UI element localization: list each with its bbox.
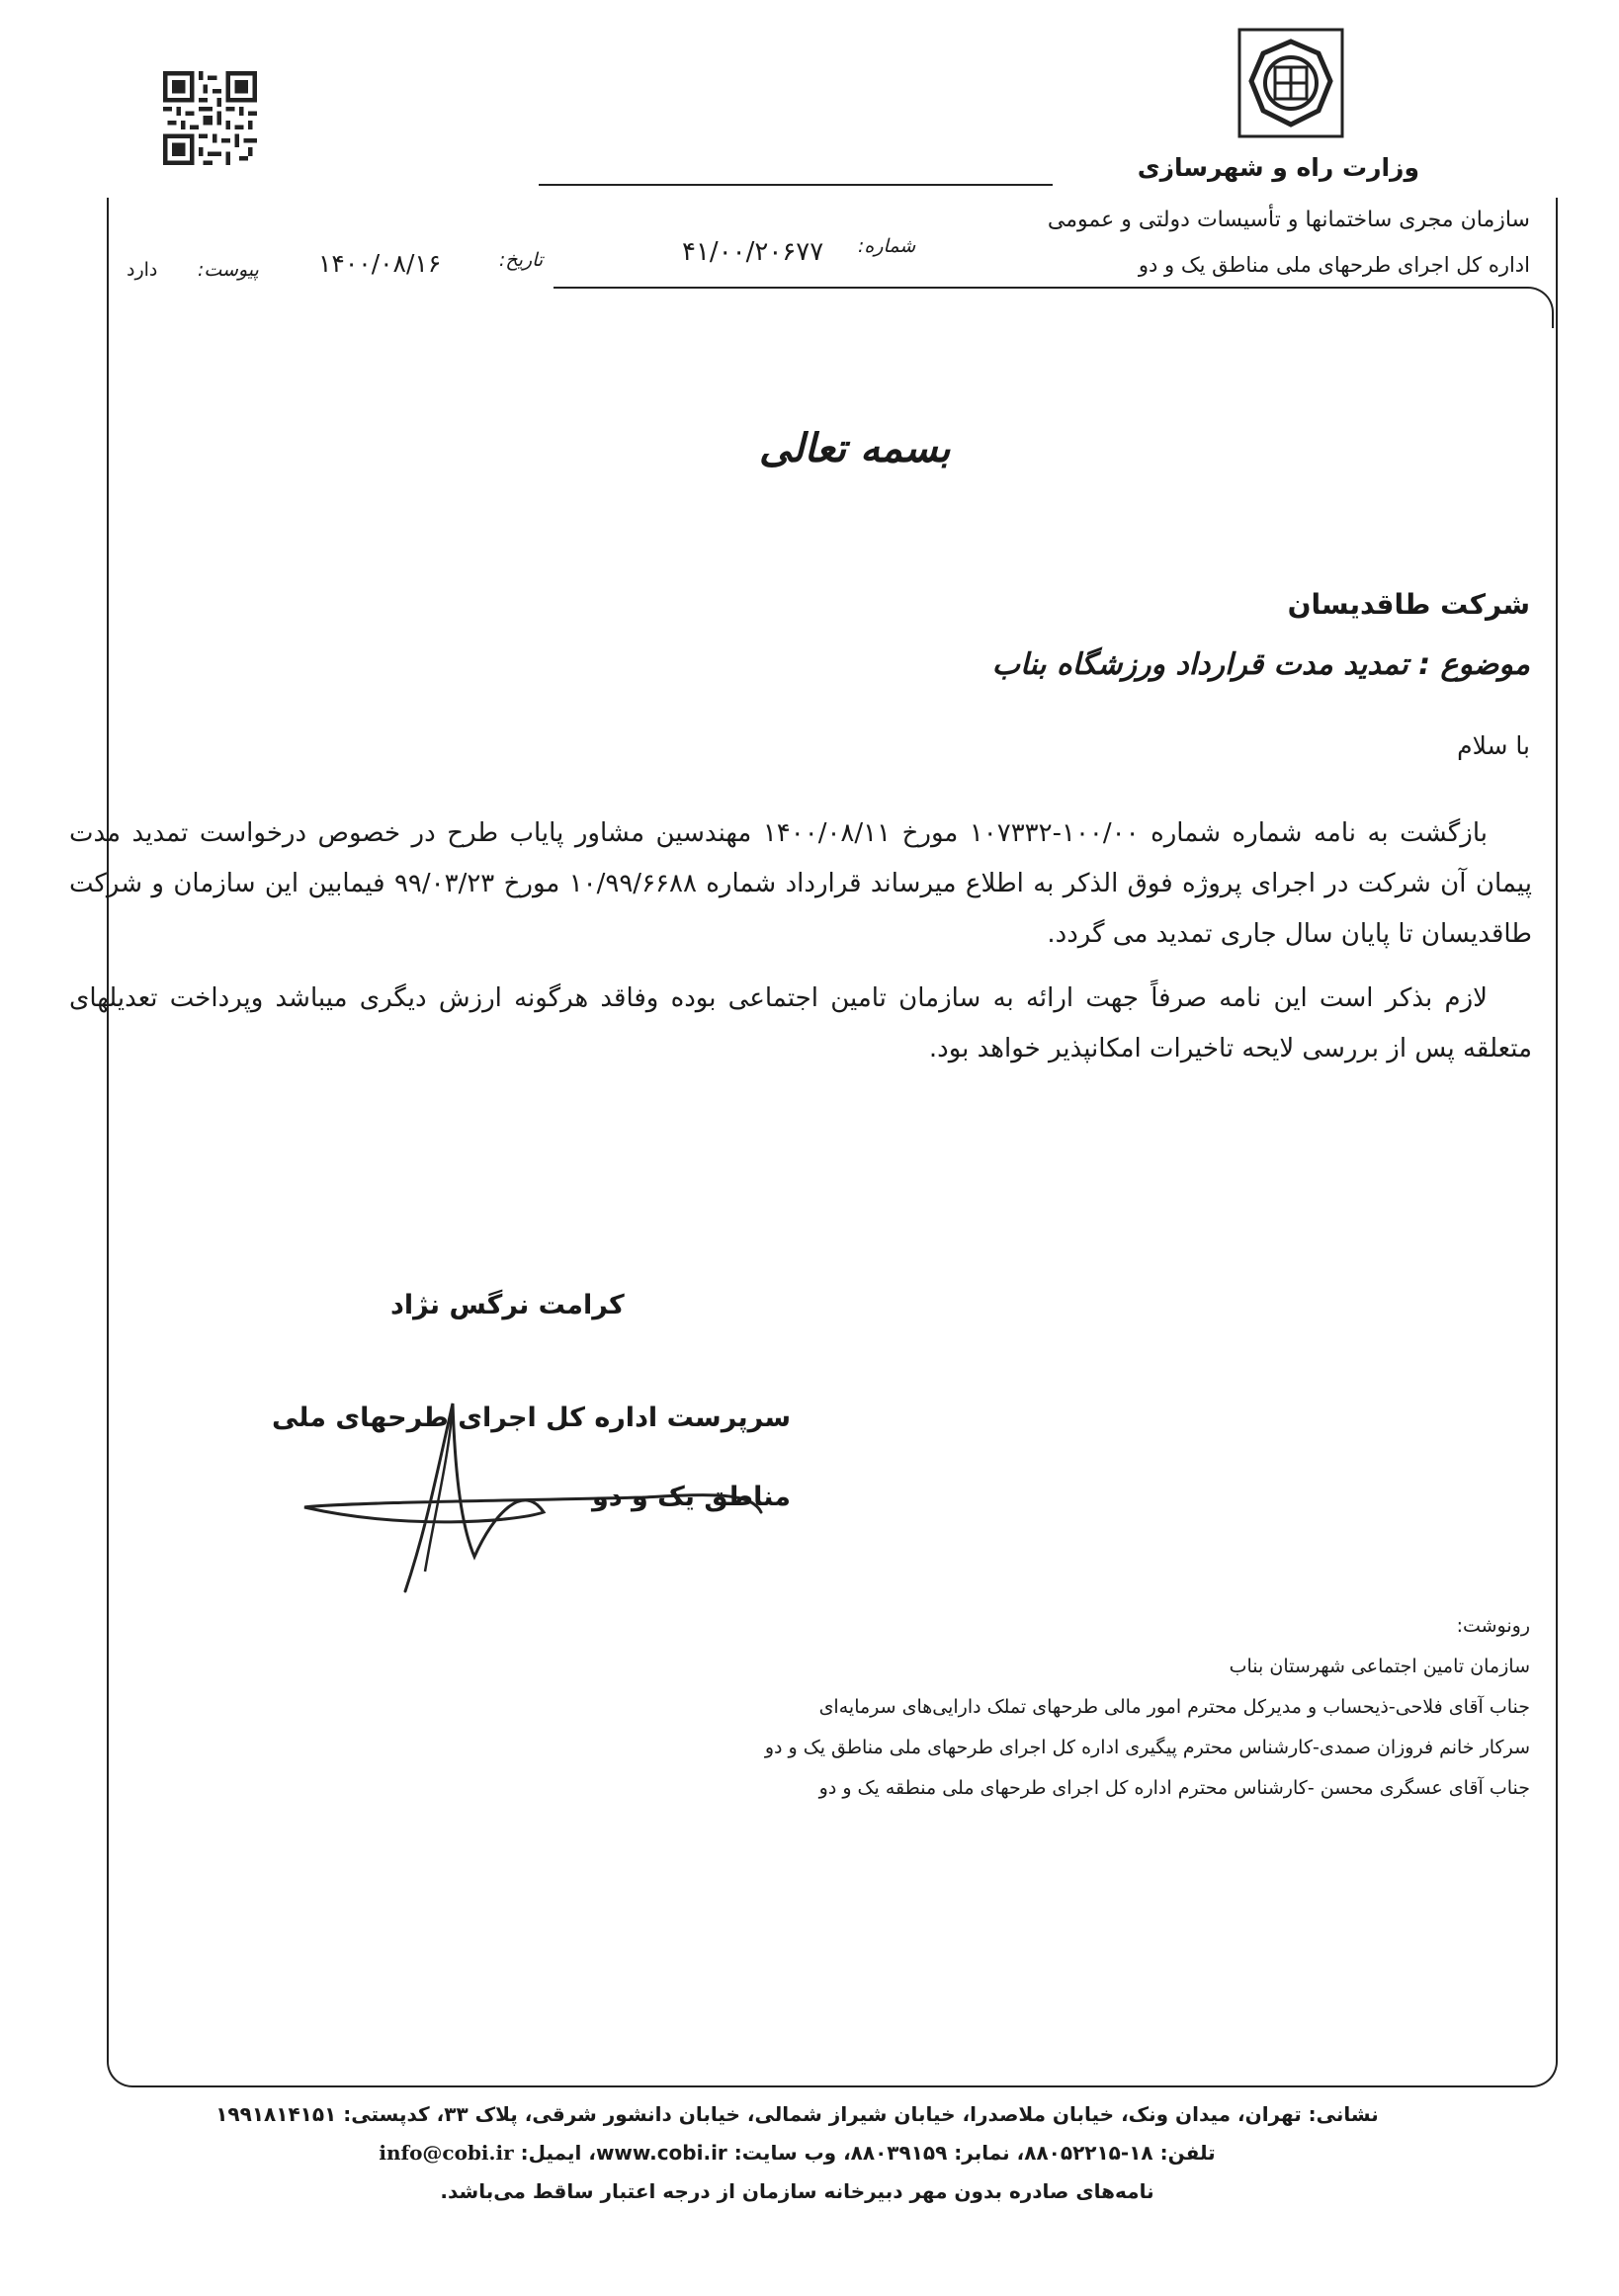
- footer-contact-text: تلفن: ۱۸-۸۸۰۵۲۲۱۵، نمابر: ۸۸۰۳۹۱۵۹، وب سایت: www.cobi.ir، ایمیل:: [520, 2141, 1216, 2165]
- letter-footer: [198, 2095, 1397, 2211]
- cc-list: [146, 1606, 1530, 1809]
- subject-line: موضوع : تمدید مدت قرارداد ورزشگاه بناب: [991, 647, 1530, 682]
- cc-label: رونوشت:: [1456, 1615, 1530, 1637]
- cc-item: سازمان تامین اجتماعی شهرستان بناب: [1229, 1656, 1530, 1677]
- signer-name: کرامت نرگس نژاد: [390, 1290, 625, 1320]
- signer-title: سرپرست اداره کل اجرای طرحهای ملی مناطق یک و دو: [271, 1403, 791, 1512]
- cc-item: جناب آقای عسگری محسن -کارشناس محترم اداره کل اجرای طرحهای ملی منطقه یک و دو: [818, 1777, 1530, 1799]
- body-paragraph: بازگشت به نامه شماره شماره ۱۰۰/۰۰-۱۰۷۳۳۲ مورخ ۱۴۰۰/۰۸/۱۱ مهندسین مشاور پایاب طرح در خصوص درخواست تمدید مدت پیمان آن شرکت در اجرای پروژه فوق الذکر به اطلاع میرساند قرارداد شماره ۱۰/۹۹/۶۶۸۸ مورخ ۹۹/۰۳/۲۳ فیمابین این سازمان و شرکت طاقدیسان تا پایان سال جاری تمدید می گردد.: [69, 818, 1532, 949]
- department-name: اداره کل اجرای طرحهای ملی مناطق یک و دو: [1138, 253, 1530, 277]
- cc-item: جناب آقای فلاحی-ذیحساب و مدیرکل محترم امور مالی طرحهای تملک دارایی‌های سرمایه‌ای: [818, 1696, 1530, 1718]
- footer-notice: نامه‌های صادره بدون مهر دبیرخانه سازمان از درجه اعتبار ساقط می‌باشد.: [440, 2179, 1154, 2203]
- recipient: شرکت طاقدیسان: [1287, 588, 1530, 621]
- header-divider: [539, 184, 1053, 186]
- ministry-name: وزارت راه و شهرسازی: [1137, 153, 1419, 182]
- letter-body: [69, 808, 1532, 1088]
- attachment-label: پیوست:: [198, 259, 259, 281]
- letter-frame-top: [554, 287, 1554, 328]
- letter-number-label: شماره:: [858, 235, 916, 257]
- footer-email[interactable]: info@cobi.ir: [379, 2141, 514, 2165]
- letter-date-value: ۱۴۰۰/۰۸/۱۶: [318, 249, 442, 278]
- qr-code-icon: [163, 71, 257, 165]
- letter-date-label: تاریخ:: [499, 249, 544, 271]
- body-paragraph: لازم بذکر است این نامه صرفاً جهت ارائه به سازمان تامین اجتماعی بوده وفاقد هرگونه ارزش دیگری میباشد وپرداخت تعدیلهای متعلقه پس از بررسی لایحه تاخیرات امکانپذیر خواهد بود.: [69, 983, 1532, 1063]
- footer-address: نشانی: تهران، میدان ونک، خیابان ملاصدرا، خیابان شیراز شمالی، خیابان دانشور شرقی، پلاک ۳۳، کدپستی: ۱۹۹۱۸۱۴۱۵۱: [215, 2102, 1379, 2126]
- attachment-value: دارد: [127, 259, 158, 281]
- bismillah-heading: بسمه تعالی: [759, 425, 951, 471]
- organization-name: سازمان مجری ساختمانها و تأسیسات دولتی و عمومی: [1047, 208, 1530, 232]
- letter-number-value: ۴۱/۰۰/۲۰۶۷۷: [682, 237, 824, 267]
- cc-item: سرکار خانم فروزان صمدی-کارشناس محترم پیگیری اداره کل اجرای طرحهای ملی مناطق یک و دو: [764, 1737, 1530, 1758]
- footer-contact: [198, 2134, 1397, 2172]
- ministry-logo-icon: [1237, 28, 1344, 138]
- greeting: با سلام: [1457, 731, 1530, 760]
